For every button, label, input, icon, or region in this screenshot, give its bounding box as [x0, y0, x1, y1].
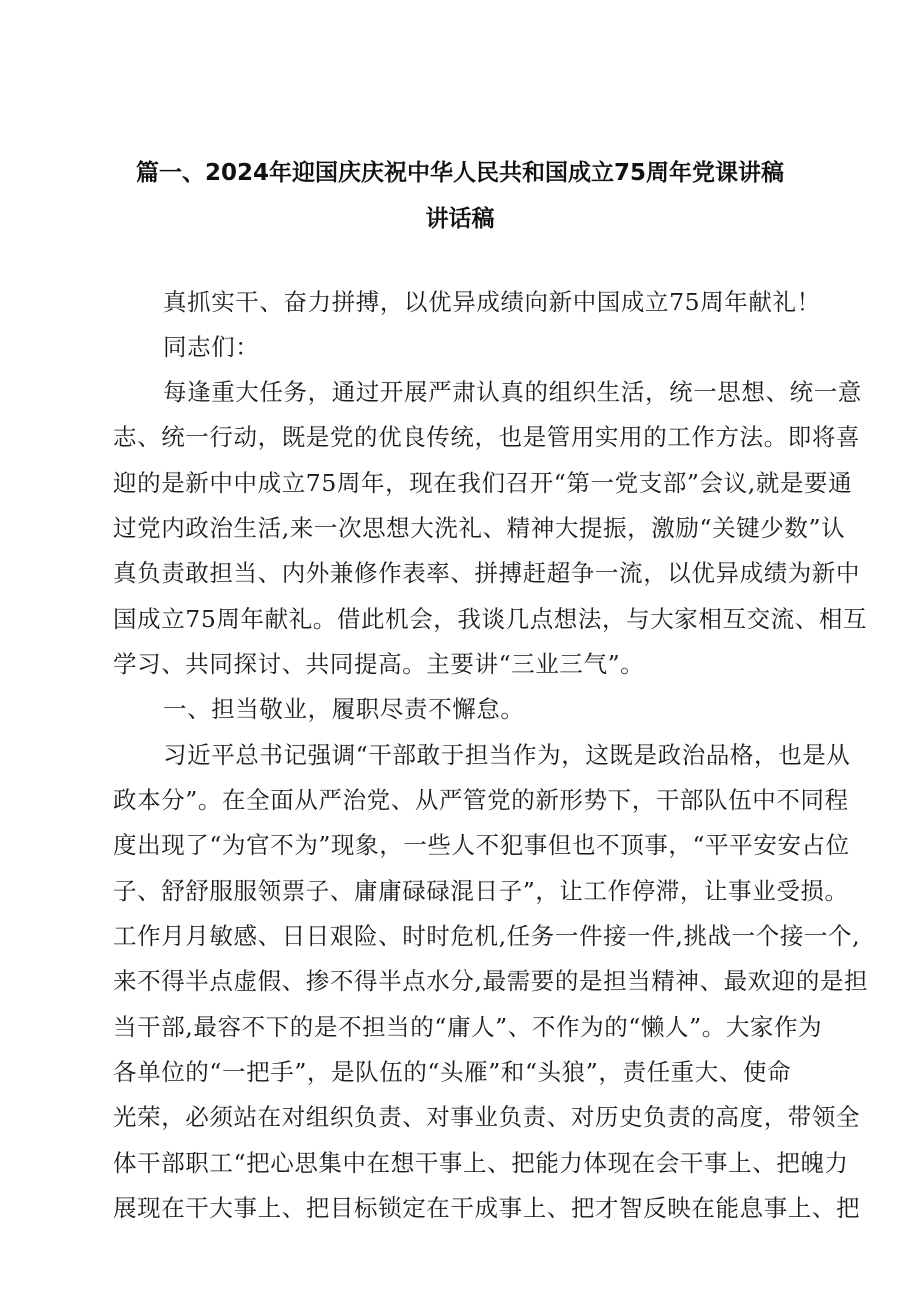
paragraph1-line: 国成立75周年献礼。借此机会，我谈几点想法，与大家相互交流、相互 [113, 605, 868, 633]
section1-heading: 一、担当敬业，履职尽责不懈怠。 [163, 695, 525, 723]
paragraph1-line: 真负责敢担当、内外兼修作表率、拼搏赶超争一流，以优异成绩为新中 [113, 559, 861, 587]
paragraph2-line: 各单位的“一把手”，是队伍的“头雁”和“头狼”，责任重大、使命 [113, 1058, 792, 1086]
salutation: 同志们： [163, 333, 260, 361]
subtitle: 真抓实干、奋力拼搏，以优异成绩向新中国成立75周年献礼！ [163, 288, 821, 316]
paragraph1-line: 每逢重大任务，通过开展严肃认真的组织生活，统一思想、统一意 [163, 378, 862, 406]
paragraph2-line: 工作月月敏感、日日艰险、时时危机,任务一件接一件,挑战一个接一个, [113, 922, 861, 950]
paragraph2-line: 度出现了“为官不为”现象，一些人不犯事但也不顶事，“平平安安占位 [113, 831, 850, 859]
paragraph1-line: 迎的是新中中成立75周年，现在我们召开“第一党支部”会议,就是要通 [113, 469, 853, 497]
document-title-line2: 讲话稿 [425, 206, 495, 232]
paragraph2-line: 光荣，必须站在对组织负责、对事业负责、对历史负责的高度，带领全 [113, 1103, 861, 1131]
paragraph2-line: 来不得半点虚假、掺不得半点水分,最需要的是担当精神、最欢迎的是担 [113, 967, 869, 995]
paragraph1-line: 学习、共同探讨、共同提高。主要讲“三业三气”。 [113, 650, 645, 678]
document-title-line1: 篇一、2024年迎国庆庆祝中华人民共和国成立75周年党课讲稿 [135, 160, 785, 186]
paragraph2-line: 子、舒舒服服领票子、庸庸碌碌混日子”，让工作停滞，让事业受损。 [113, 877, 849, 905]
paragraph2-line: 展现在干大事上、把目标锁定在干成事上、把才智反映在能息事上、把 [113, 1194, 861, 1222]
paragraph2-line: 当干部,最容不下的是不担当的“庸人”、不作为的“懒人”。大家作为 [113, 1013, 823, 1041]
paragraph2-line: 政本分”。在全面从严治党、从严管党的新形势下，干部队伍中不同程 [113, 786, 849, 814]
paragraph2-line: 体干部职工“把心思集中在想干事上、把能力体现在会干事上、把魄力 [113, 1149, 849, 1177]
paragraph1-line: 过党内政治生活,来一次思想大洗礼、精神大提振，激励“关键少数”认 [113, 514, 846, 542]
paragraph2-line: 习近平总书记强调“干部敢于担当作为，这既是政治品格，也是从 [163, 741, 851, 769]
paragraph1-line: 志、统一行动，既是党的优良传统，也是管用实用的工作方法。即将喜 [113, 423, 861, 451]
